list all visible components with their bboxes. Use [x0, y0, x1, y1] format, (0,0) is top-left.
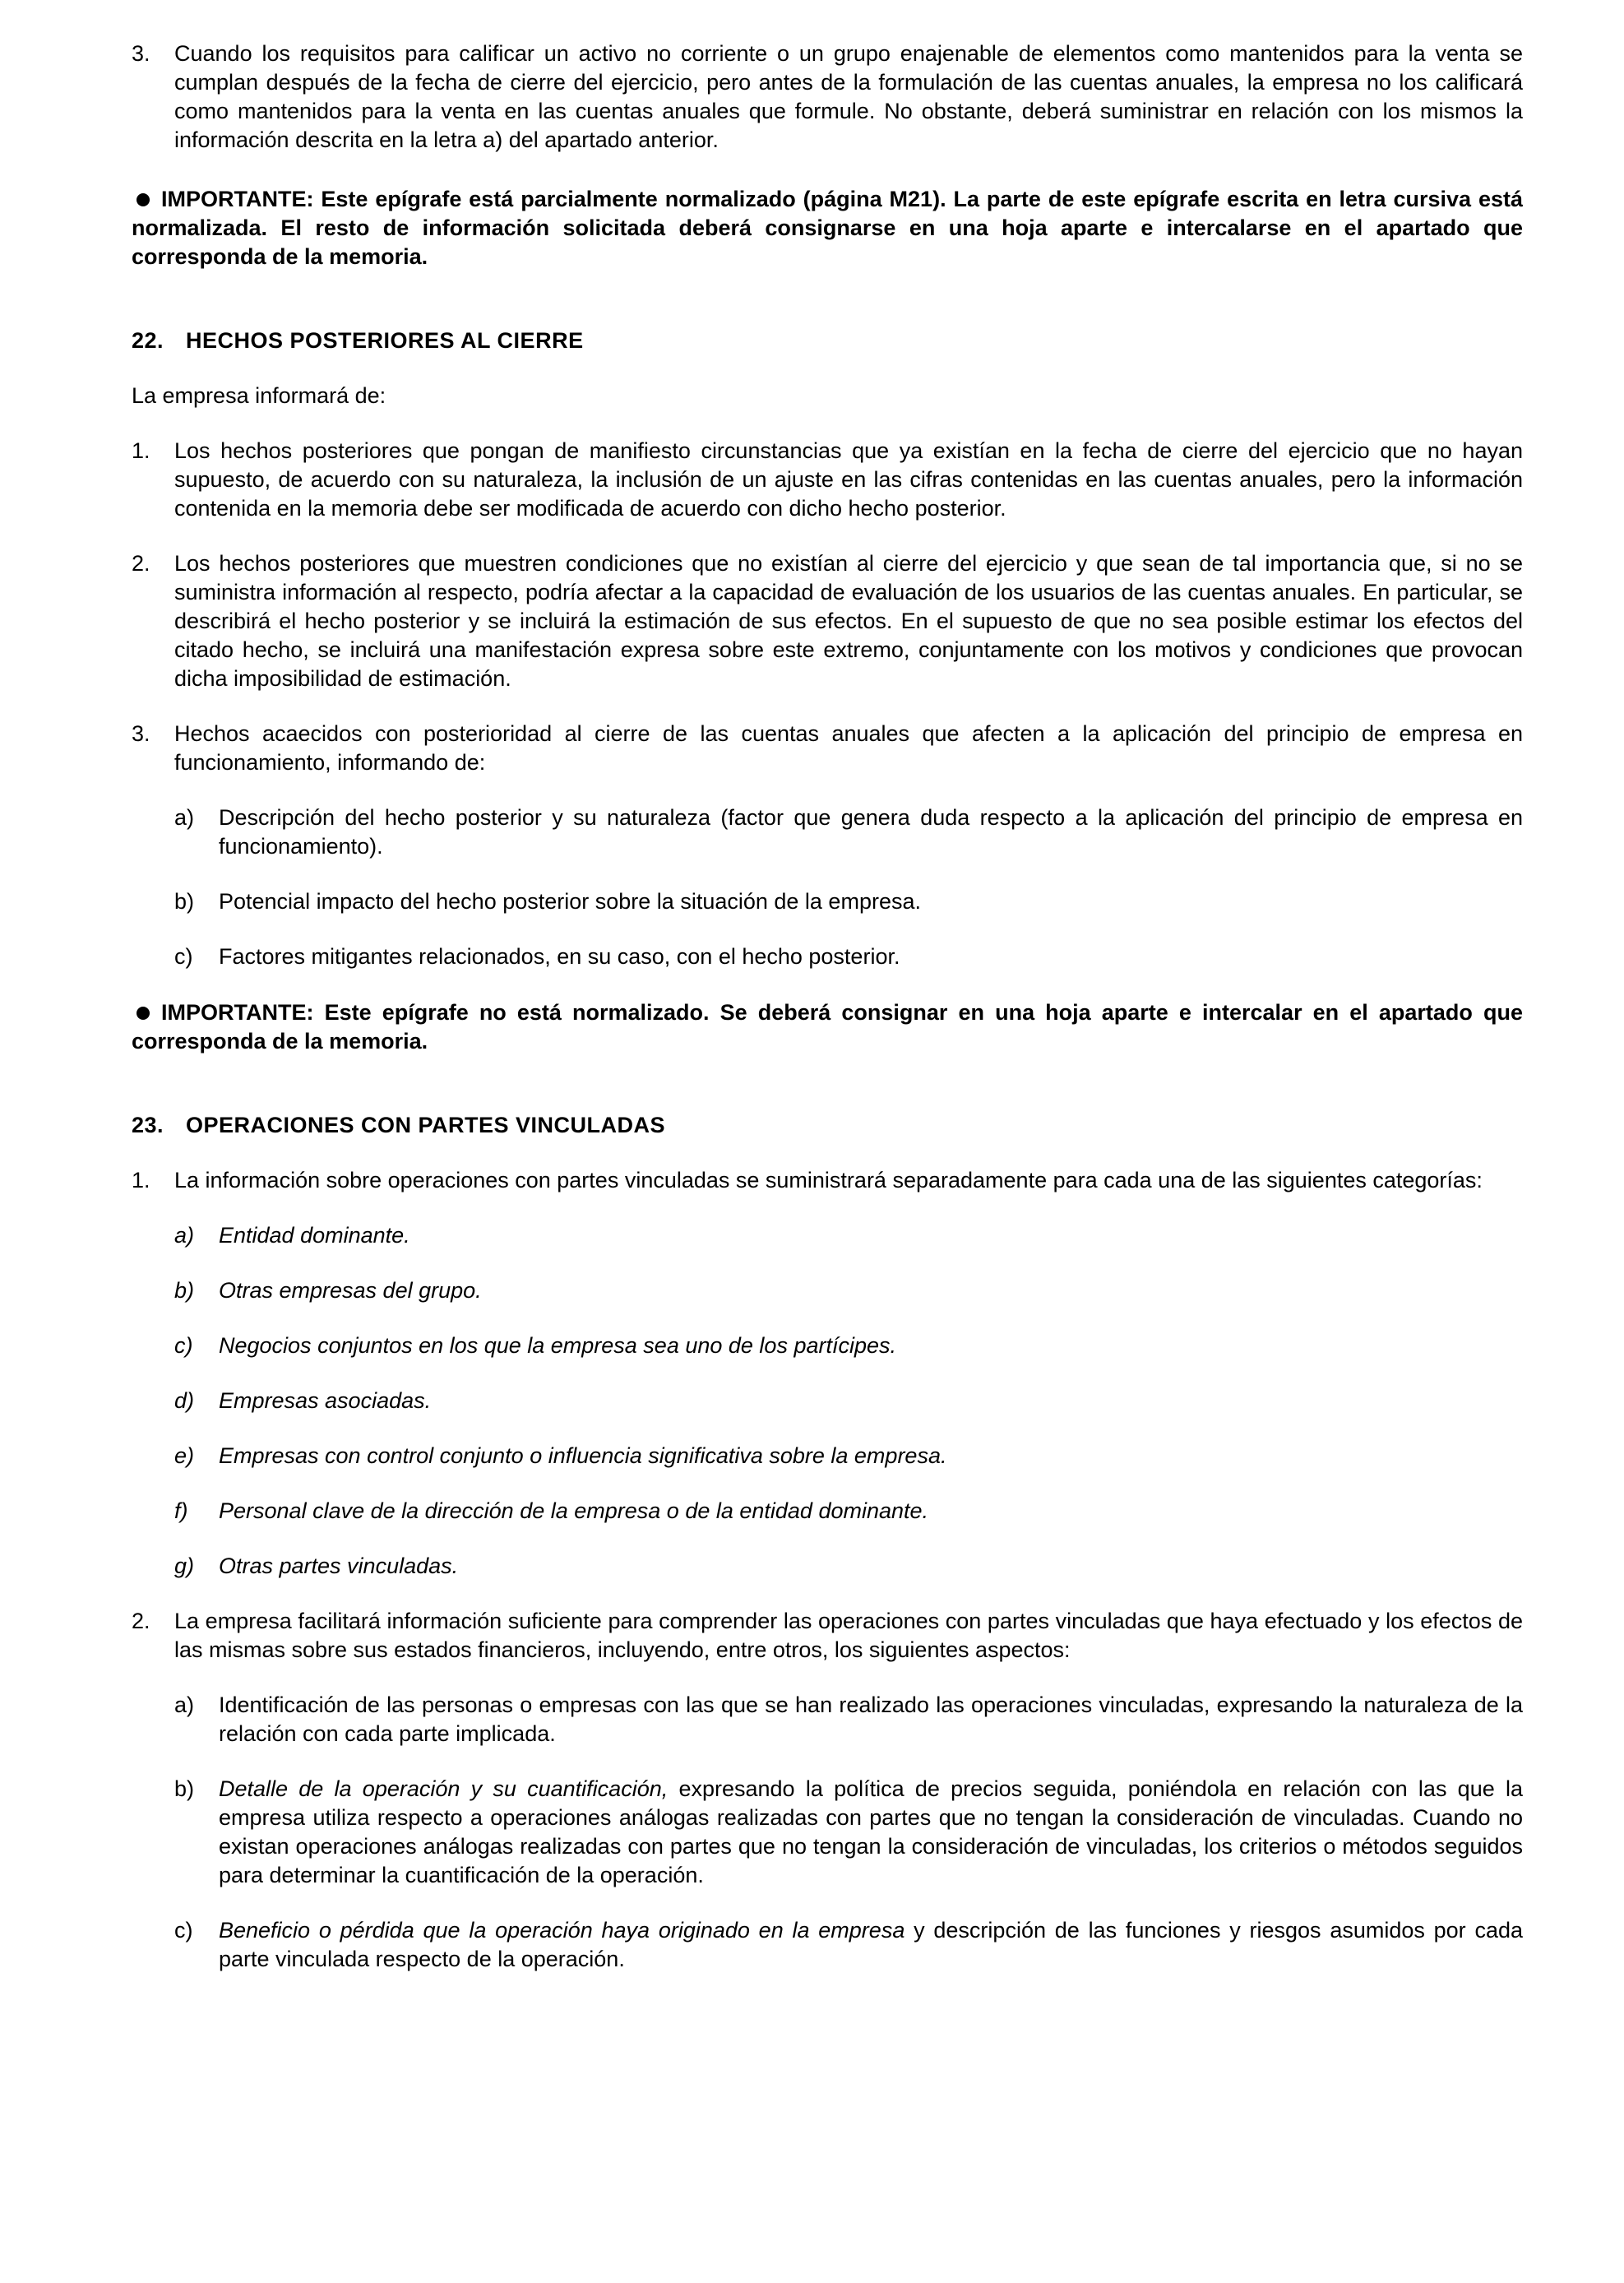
item-number: 3.: [132, 721, 150, 746]
section-title: HECHOS POSTERIORES AL CIERRE: [186, 328, 584, 353]
category-letter: b): [174, 1278, 195, 1303]
section-number: 23.: [132, 1113, 164, 1137]
important-notice: [132, 998, 1523, 1056]
bullet-icon: [136, 193, 150, 206]
important-notice: [132, 185, 1523, 271]
aspect-letter: c): [174, 1918, 193, 1943]
list-item: [132, 720, 1523, 777]
aspect-italic-text: Detalle de la operación y su cuantificación,: [219, 1776, 669, 1801]
section-heading: [132, 326, 1523, 355]
category-text: Otras empresas del grupo.: [219, 1278, 482, 1303]
category-text: Empresas con control conjunto o influencia significativa sobre la empresa.: [219, 1443, 947, 1468]
aspect-item: [132, 1916, 1523, 1974]
list-item: [132, 549, 1523, 693]
sub-item: [132, 942, 1523, 971]
item-text: Hechos acaecidos con posterioridad al cierre de las cuentas anuales que afecten a la aplicación del principio de empresa en funcionamiento, informando de:: [174, 721, 1523, 775]
item-number: 3.: [132, 41, 150, 66]
aspect-item: [132, 1775, 1523, 1890]
document-page: [132, 39, 1523, 2000]
category-letter: g): [174, 1554, 195, 1578]
item-text: Los hechos posteriores que muestren condiciones que no existían al cierre del ejercicio y que sean de tal importancia que, si no se suministra información al respecto, podría afectar a la capacidad de evaluación de los usuarios de las cuentas anuales. En particular, se describirá el hecho posterior y se incluirá la estimación de sus efectos. En el supuesto de que no sea posible estimar los efectos del citado hecho, se incluirá una manifestación expresa sobre este extremo, conjuntamente con los motivos y condiciones que provocan dicha imposibilidad de estimación.: [174, 551, 1523, 691]
category-item: [132, 1387, 1523, 1415]
item-number: 2.: [132, 551, 150, 576]
item-number: 1.: [132, 438, 150, 463]
category-item: [132, 1497, 1523, 1526]
aspect-item: [132, 1691, 1523, 1748]
category-item: [132, 1442, 1523, 1470]
sub-item: [132, 887, 1523, 916]
section-number: 22.: [132, 328, 164, 353]
list-item: [132, 39, 1523, 155]
category-item: [132, 1331, 1523, 1360]
item-number: 1.: [132, 1168, 150, 1192]
category-text: Otras partes vinculadas.: [219, 1554, 459, 1578]
section-heading: [132, 1111, 1523, 1140]
section-intro: La empresa informará de:: [132, 383, 386, 408]
aspect-letter: b): [174, 1776, 195, 1801]
list-item: [132, 437, 1523, 523]
sub-item-letter: b): [174, 889, 195, 914]
category-letter: f): [174, 1498, 188, 1523]
category-text: Empresas asociadas.: [219, 1388, 432, 1413]
bullet-icon: [136, 1007, 150, 1020]
important-text: IMPORTANTE: Este epígrafe no está normalizado. Se deberá consignar en una hoja aparte e intercalar en el apartado que corresponda de la memoria.: [132, 1000, 1523, 1054]
aspect-text: Identificación de las personas o empresas con las que se han realizado las operaciones vinculadas, expresando la naturaleza de la relación con cada parte implicada.: [219, 1693, 1523, 1746]
item-number: 2.: [132, 1609, 150, 1633]
category-item: [132, 1276, 1523, 1305]
important-text: IMPORTANTE: Este epígrafe está parcialmente normalizado (página M21). La parte de este epígrafe escrita en letra cursiva está normalizada. El resto de información solicitada deberá consignarse en una hoja aparte e intercalarse en el apartado que corresponda de la memoria.: [132, 187, 1523, 269]
aspect-letter: a): [174, 1693, 195, 1717]
sub-item-text: Factores mitigantes relacionados, en su caso, con el hecho posterior.: [219, 944, 900, 969]
sub-item: [132, 803, 1523, 861]
aspect-text: y descripción de las funciones y riesgos asumidos por cada parte vinculada respecto de la operación.: [219, 1918, 1523, 1971]
category-item: [132, 1552, 1523, 1581]
category-text: Entidad dominante.: [219, 1223, 410, 1248]
category-letter: a): [174, 1223, 195, 1248]
item-text: Cuando los requisitos para calificar un activo no corriente o un grupo enajenable de elementos como mantenidos para la venta se cumplan después de la fecha de cierre del ejercicio, pero antes de la formulación de las cuentas anuales, la empresa no los calificará como mantenidos para la venta en las cuentas anuales que formule. No obstante, deberá suministrar en relación con los mismos la información descrita en la letra a) del apartado anterior.: [174, 41, 1523, 152]
list-item: [132, 1607, 1523, 1665]
sub-item-letter: a): [174, 805, 195, 830]
category-letter: d): [174, 1388, 195, 1413]
sub-item-letter: c): [174, 944, 193, 969]
item-text: La información sobre operaciones con partes vinculadas se suministrará separadamente para cada una de las siguientes categorías:: [174, 1168, 1483, 1192]
item-text: Los hechos posteriores que pongan de manifiesto circunstancias que ya existían en la fecha de cierre del ejercicio que no hayan supuesto, de acuerdo con su naturaleza, la inclusión de un ajuste en las cifras contenidas en las cuentas anuales, pero la información contenida en la memoria debe ser modificada de acuerdo con dicho hecho posterior.: [174, 438, 1523, 521]
sub-item-text: Potencial impacto del hecho posterior sobre la situación de la empresa.: [219, 889, 921, 914]
category-letter: e): [174, 1443, 195, 1468]
aspect-text: expresando la política de precios seguida, poniéndola en relación con las que la empresa utiliza respecto a operaciones análogas realizadas con partes que no tengan la consideración de vinculadas. Cuando no existan operaciones análogas realizadas con partes que no tengan la consideración de vinculadas, los criterios o métodos seguidos para determinar la cuantificación de la operación.: [219, 1776, 1523, 1887]
aspect-italic-text: Beneficio o pérdida que la operación haya originado en la empresa: [219, 1918, 905, 1943]
category-item: [132, 1221, 1523, 1250]
category-text: Personal clave de la dirección de la empresa o de la entidad dominante.: [219, 1498, 929, 1523]
category-letter: c): [174, 1333, 193, 1358]
sub-item-text: Descripción del hecho posterior y su naturaleza (factor que genera duda respecto a la aplicación del principio de empresa en funcionamiento).: [219, 805, 1523, 859]
section-title: OPERACIONES CON PARTES VINCULADAS: [186, 1113, 666, 1137]
list-item: [132, 1166, 1523, 1195]
item-text: La empresa facilitará información suficiente para comprender las operaciones con partes vinculadas que haya efectuado y los efectos de las mismas sobre sus estados financieros, incluyendo, entre otros, los siguientes aspectos:: [174, 1609, 1523, 1662]
category-text: Negocios conjuntos en los que la empresa sea uno de los partícipes.: [219, 1333, 897, 1358]
